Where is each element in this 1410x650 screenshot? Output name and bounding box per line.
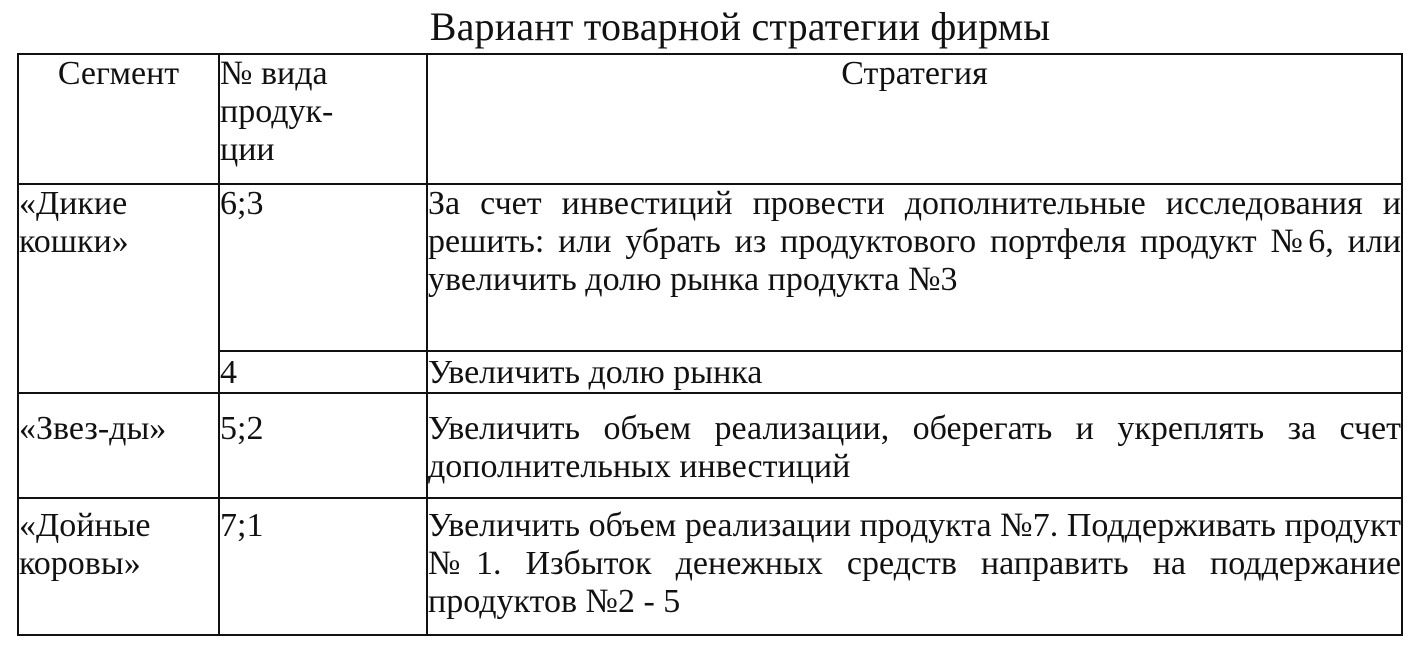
segment-cell: «Дойные коровы» [18,498,219,635]
header-product-kind: вида [260,55,328,92]
strategy-cell: Увеличить объем реализации, оберегать и укреплять за счет дополнительных инвестиций [427,393,1402,498]
header-segment: Сегмент [18,54,219,184]
segment-cell: «Дикие кошки» [18,184,219,393]
strategy-cell: За счет инвестиций провести дополнительные исследования и решить: или убрать из продуктового портфеля продукт №6, или увеличить долю рынка продукта №3 [427,184,1402,351]
table-header-row [18,54,1402,184]
table-row [18,498,1402,635]
header-product-number-sign: № [220,55,253,92]
product-cell: 7;1 [219,498,427,635]
strategy-table [17,53,1403,636]
table-row [18,351,1402,393]
document-title: Вариант товарной стратегии фирмы [429,4,1051,49]
header-product-line3: ции [220,131,275,168]
strategy-cell: Увеличить объем реализации продукта №7. Поддерживать продукт №1. Избыток денежных средств направить на поддержание продуктов №2 - 5 [427,498,1402,635]
header-product-line2: продук- [220,93,334,130]
header-strategy: Стратегия [427,54,1402,184]
segment-cell: «Звез-ды» [18,393,219,498]
strategy-cell: Увеличить долю рынка [427,351,1402,393]
product-cell: 4 [219,351,427,393]
table-row [18,393,1402,498]
product-cell: 5;2 [219,393,427,498]
product-cell: 6;3 [219,184,427,351]
table-row [18,184,1402,351]
header-product-number [219,54,427,184]
